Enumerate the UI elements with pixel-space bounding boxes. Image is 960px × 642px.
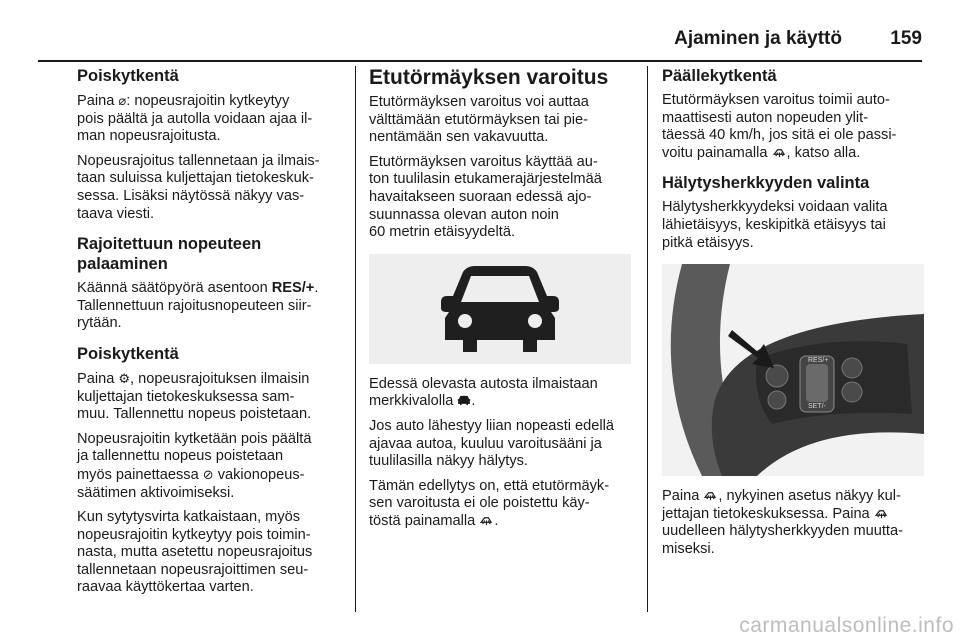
heading-poiskytkenta-1: Poiskytkentä: [77, 67, 179, 85]
paragraph-auto-on: Etutörmäyksen varoitus toimii auto- maattisesti auton nopeuden ylit- täessä 40 km/h, jos sitä ei ole passi- voitu painamalla , katso alla.: [662, 92, 897, 161]
wheel-res-label: RES/+: [808, 357, 829, 365]
cruise-control-icon: ⊘: [202, 466, 214, 482]
watermark: carmanualsonline.info: [739, 614, 954, 637]
res-label: RES/+: [271, 280, 315, 297]
section-title: Etutörmäyksen varoitus: [369, 66, 609, 89]
fcw-button-icon: [772, 147, 787, 158]
steering-wheel-illustration: [662, 264, 924, 476]
steering-wheel-figure: [662, 264, 924, 476]
paragraph-condition: Tämän edellytys on, että etutörmäyk- sen varoitusta ei ole poistettu käy- töstä painamalla .: [369, 477, 610, 529]
paragraph-alert: Jos auto lähestyy liian nopeasti edellä ajavaa autoa, kuuluu varoitusääni ja tuulilasilla näkyy hälytys.: [369, 417, 615, 470]
paragraph-indicator: Edessä olevasta autosta ilmaistaan merkkivalolla .: [369, 375, 598, 410]
column-left: [77, 66, 345, 604]
chapter-title: Ajaminen ja käyttö: [674, 28, 842, 49]
paragraph-sensitivity: Hälytysherkkyydeksi voidaan valita lähietäisyys, keskipitkä etäisyys tai pitkä etäisyys.: [662, 199, 888, 251]
paragraph-press-setting: Paina , nykyinen asetus näkyy kul- jettajan tietokeskuksessa. Paina uudelleen hälytysherkkyyden muutta- miseksi.: [662, 488, 903, 557]
column-middle: [369, 66, 637, 538]
paragraph-ignition: Kun sytytysvirta katkaistaan, myös nopeusrajoitin kytkeytyy pois toimin- nasta, mutta asetettu nopeusrajoitus tallennetaan nopeusrajoittimen seu- raavaa käyttökertaa varten.: [77, 509, 313, 596]
page-header: [38, 26, 922, 62]
paragraph-cruise: Nopeusrajoitin kytketään pois päältä ja tallennettu nopeus poistetaan myös painettaessa ⊘ vakionopeus- säätimen aktivoimiseksi.: [77, 430, 312, 501]
paragraph-intro: Etutörmäyksen varoitus voi auttaa välttämään etutörmäyksen tai pie- nentämään sen vakavuutta.: [369, 94, 589, 146]
column-right: [662, 66, 930, 566]
paragraph-paina-limiter: Paina ⌀: nopeusrajoitin kytkeytyy pois päältä ja autolla voidaan ajaa il- man nopeusrajoitusta.: [77, 93, 313, 145]
fcw-button-icon: [874, 508, 889, 519]
page-number: 159: [890, 28, 922, 49]
car-front-icon: [435, 264, 565, 354]
car-warning-figure: [369, 254, 631, 364]
fcw-button-icon: [703, 490, 718, 501]
fcw-button-icon: [479, 515, 494, 526]
column-divider-2: [647, 66, 648, 612]
heading-rajoitettuun: Rajoitettuun nopeuteen palaaminen: [77, 235, 262, 274]
speed-limiter-icon: ⚙: [118, 370, 131, 386]
paragraph-camera: Etutörmäyksen varoitus käyttää au- ton tuulilasin etukamerajärjestelmää havaitakseen suoraan edessä ajo- suunnassa olevan auton noin 60 metrin etäisyydeltä.: [369, 153, 602, 241]
paragraph-stored-limit: Nopeusrajoitus tallennetaan ja ilmais- taan suluissa kuljettajan tietokeskuk- sessa. Lisäksi näytössä näkyy vas- taava viesti.: [77, 152, 320, 222]
heading-poiskytkenta-2: Poiskytkentä: [77, 344, 179, 363]
paragraph-res: Käännä säätöpyörä asentoon RES/+. Tallennettuun rajoitusnopeuteen siir- rytään.: [77, 280, 319, 332]
limiter-off-icon: ⌀: [118, 93, 127, 108]
wheel-set-label: SET/-: [808, 403, 826, 411]
paragraph-paina-speed: Paina ⚙, nopeusrajoituksen ilmaisin kuljettajan tietokeskuksessa sam- muu. Tallennettu nopeus poistetaan.: [77, 370, 312, 423]
heading-paallekytkenta: Päällekytkentä: [662, 67, 777, 85]
column-divider-1: [355, 66, 356, 612]
car-front-icon-inline: [457, 395, 471, 406]
heading-halytysherkkyys: Hälytysherkkyyden valinta: [662, 174, 870, 193]
